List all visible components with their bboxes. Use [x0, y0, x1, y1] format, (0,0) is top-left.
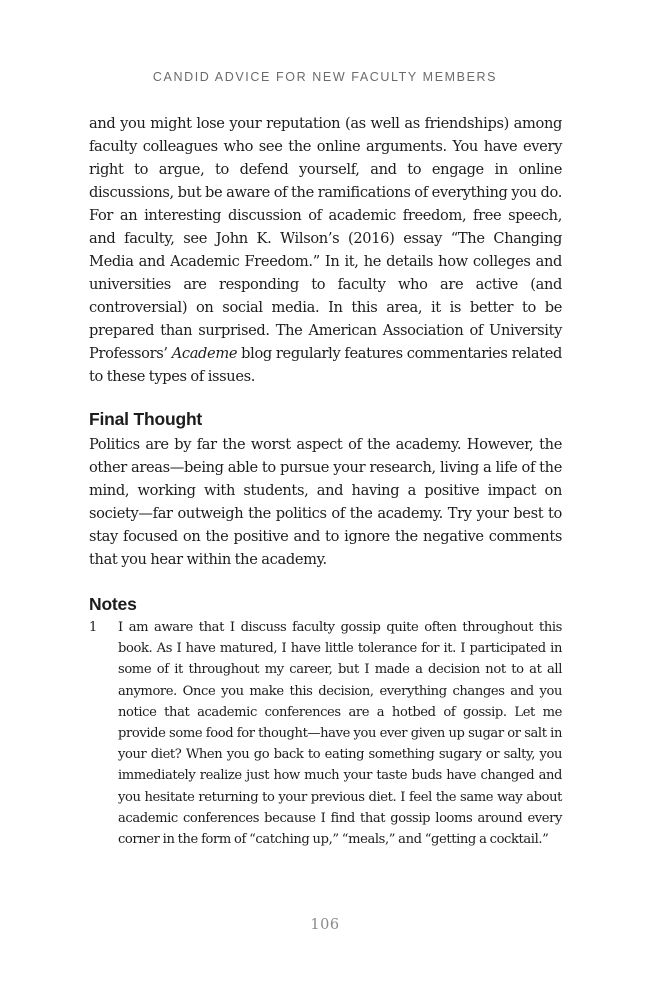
page-number: 106	[310, 917, 340, 933]
body-paragraph-text: and you might lose your reputation (as well as friendships) among faculty colleagues who see the online arguments. You have every right to argue, to defend yourself, and to engage in online discussions, but be aware of the ramifications of everything you do. For an interesting discussion of academic freedom, free speech, and faculty, see John K. Wilson’s (2016) essay “The Changing Media and Academic Freedom.” In it, he details how colleges and universities are responding to faculty who are active (and controversial) on social media. In this area, it is better to be prepared than surprised. The American Association of University Professors’	[89, 115, 562, 362]
footnote-1	[89, 617, 562, 850]
footnote-number: 1	[89, 620, 98, 635]
notes-heading: Notes	[89, 594, 137, 614]
running-head: CANDID ADVICE FOR NEW FACULTY MEMBERS	[152, 70, 498, 84]
final-thought-paragraph: Politics are by far the worst aspect of the academy. However, the other areas—being able to pursue your research, living a life of the mind, working with students, and having a positive impact on society—far outweigh the politics of the academy. Try your best to stay focused on the positive and to ignore the negative comments that you hear within the academy.	[89, 436, 562, 568]
final-thought-heading: Final Thought	[89, 409, 203, 429]
body-paragraph	[89, 112, 562, 388]
body-paragraph-text-end: blog regularly features commentaries related to these types of issues.	[89, 345, 562, 385]
journal-title-italic: Academe	[171, 345, 238, 362]
footnote-text: I am aware that I discuss faculty gossip quite often throughout this book. As I have matured, I have little tolerance for it. I participated in some of it throughout my career, but I made a decision not to at all anymore. Once you make this decision, everything changes and you notice that academic conferences are a hotbed of gossip. Let me provide some food for thought—have you ever given up sugar or salt in your diet? When you go back to eating something sugary or salty, you immediately realize just how much your taste buds have changed and you hesitate returning to your previous diet. I feel the same way about academic conferences because I find that gossip looms around every corner in the form of “catching up,” “meals,” and “getting a cocktail.”	[118, 620, 562, 848]
